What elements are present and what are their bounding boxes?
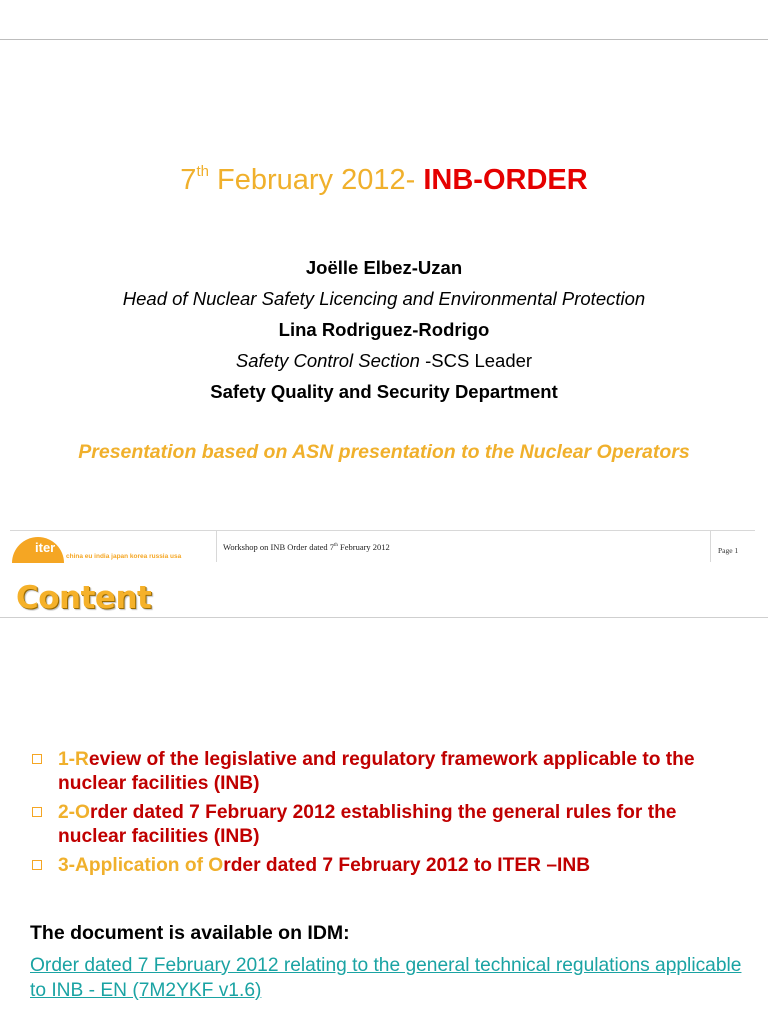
bullet-number: 3-Application of O — [58, 855, 224, 876]
list-item — [30, 748, 750, 796]
department-name: Safety Quality and Security Department — [210, 381, 558, 402]
top-divider — [0, 39, 768, 40]
title-day: 7 — [180, 164, 197, 196]
author2-name: Lina Rodriguez-Rodrigo — [278, 319, 490, 340]
iter-logo-tagline: china eu india japan korea russia usa — [66, 553, 182, 560]
slide-title — [0, 163, 768, 197]
checkbox-bullet-icon — [32, 860, 42, 870]
checkbox-bullet-icon — [32, 807, 42, 817]
title-date-rest: February 2012- — [208, 164, 424, 196]
author2-role-section: Safety Control Section — [235, 350, 420, 371]
list-item — [30, 801, 750, 849]
footer-separator-right — [710, 530, 711, 562]
document-availability-label: The document is available on IDM: — [30, 922, 350, 944]
author2-role — [0, 350, 768, 372]
page-number: Page 1 — [718, 546, 739, 555]
iter-logo-text: iter — [35, 540, 56, 555]
title-emphasis: INB-ORDER — [423, 164, 588, 196]
footer-workshop-text — [223, 542, 390, 552]
footer-divider — [10, 530, 755, 531]
footer-workshop-pre: Workshop on INB Order dated 7 — [223, 542, 334, 552]
author1-name: Joëlle Elbez-Uzan — [305, 257, 463, 278]
footer-separator-left — [216, 530, 217, 562]
bullet-text: rder dated 7 February 2012 to ITER –INB — [223, 855, 591, 876]
bullet-text: eview of the legislative and regulatory framework applicable to the nuclear facilities (INB) — [58, 749, 695, 794]
checkbox-bullet-icon — [32, 754, 42, 764]
author1-role: Head of Nuclear Safety Licencing and Environmental Protection — [122, 288, 646, 309]
content-bullet-list — [30, 748, 750, 883]
list-item — [30, 854, 750, 878]
footer-workshop-post: February 2012 — [337, 542, 390, 552]
footer-workshop-sup: th — [333, 543, 338, 549]
bullet-number: 2-O — [58, 802, 90, 823]
content-heading: Content — [16, 580, 152, 616]
idm-document-link[interactable]: Order dated 7 February 2012 relating to the general technical regulations applicable to INB - EN (7M2YKF v1.6) — [30, 955, 742, 1001]
slide-subtitle: Presentation based on ASN presentation to the Nuclear Operators — [78, 441, 690, 463]
content-divider — [0, 617, 768, 618]
bullet-text: rder dated 7 February 2012 establishing the general rules for the nuclear facilities (INB) — [58, 802, 677, 847]
title-day-suffix: th — [196, 163, 209, 180]
author2-role-title: -SCS Leader — [419, 350, 533, 371]
bullet-number: 1-R — [58, 749, 89, 770]
